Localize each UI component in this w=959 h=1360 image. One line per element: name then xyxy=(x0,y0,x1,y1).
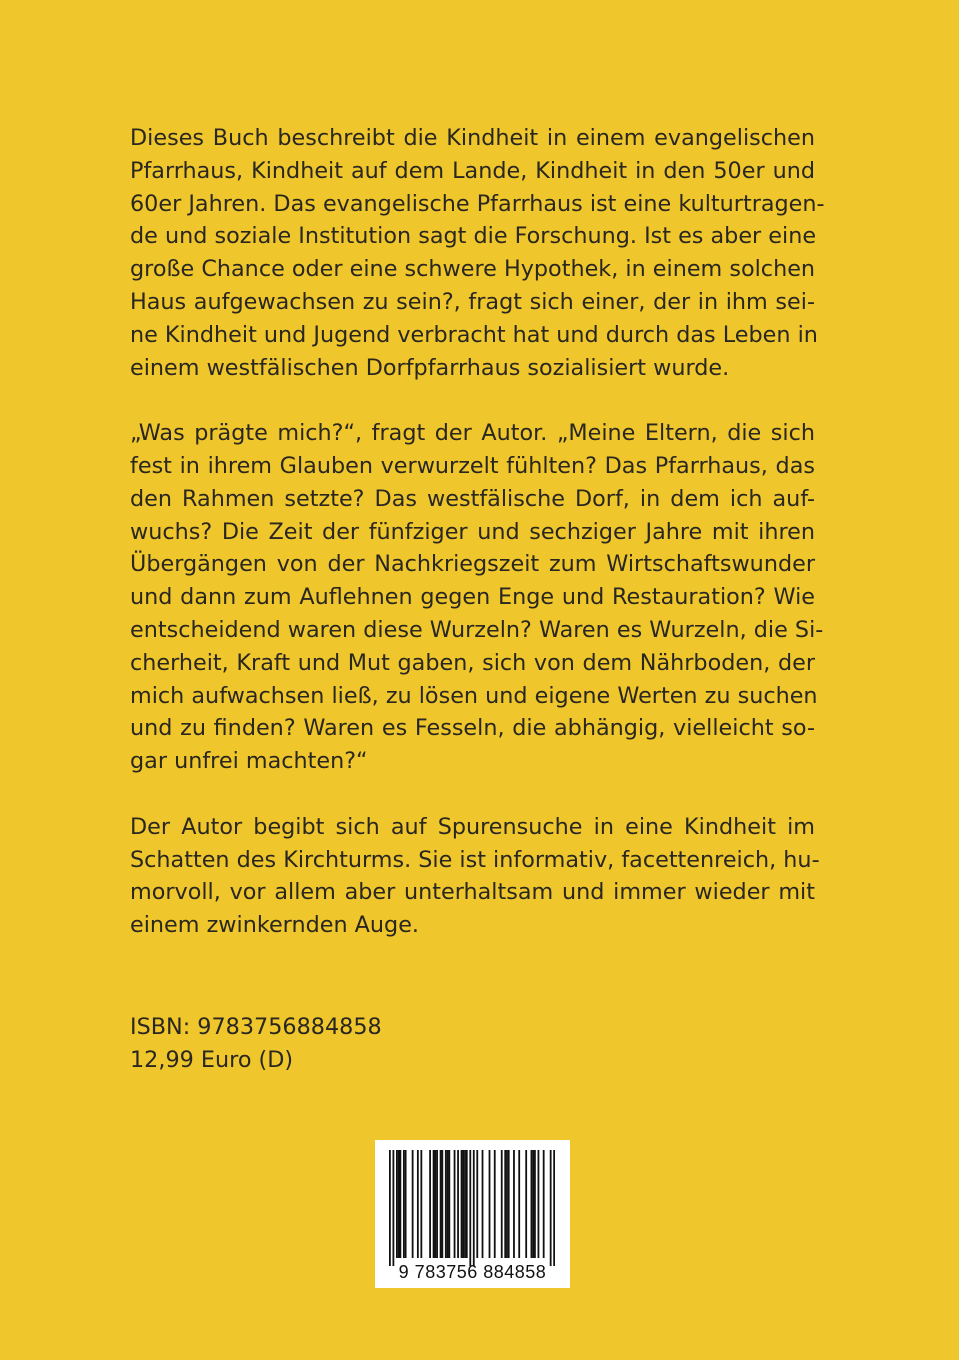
barcode-bar xyxy=(494,1150,496,1258)
barcode-bar xyxy=(441,1150,443,1258)
barcode-bar xyxy=(461,1150,463,1258)
barcode-bar xyxy=(420,1150,422,1258)
barcode-bar xyxy=(392,1150,394,1266)
barcode-bar xyxy=(550,1150,552,1266)
text-line: wuchs? Die Zeit der fünfziger und sechziger Jahre mit ihren xyxy=(130,518,815,545)
barcode-digits: 9 783756 884858 xyxy=(398,1262,547,1282)
barcode-bar xyxy=(434,1150,436,1258)
barcode-bar xyxy=(489,1150,491,1258)
barcode-bar xyxy=(412,1150,414,1258)
isbn-text: ISBN: 9783756884858 xyxy=(130,1014,382,1040)
text-line: Dieses Buch beschreibt die Kindheit in einem evangelischen xyxy=(130,125,815,151)
barcode-bar xyxy=(436,1150,438,1258)
barcode-bar xyxy=(399,1150,401,1258)
barcode-bar xyxy=(403,1150,405,1258)
barcode-bar xyxy=(504,1150,506,1258)
blurb-paragraph-2 xyxy=(130,417,824,778)
barcode-bar xyxy=(506,1150,508,1258)
barcode-bar xyxy=(538,1150,540,1258)
text-line: Haus aufgewachsen zu sein?, fragt sich einer, der in ihm sei- xyxy=(130,288,815,315)
barcode-bar xyxy=(476,1150,478,1258)
barcode xyxy=(375,1140,570,1288)
barcode-bar xyxy=(508,1150,510,1258)
text-line: und dann zum Auflehnen gegen Enge und Restauration? Wie xyxy=(130,584,815,611)
barcode-bar xyxy=(448,1150,450,1258)
text-line: entscheidend waren diese Wurzeln? Waren es Wurzeln, die Si- xyxy=(130,616,824,643)
barcode-bar xyxy=(534,1150,536,1258)
text-line: mich aufwachsen ließ, zu lösen und eigene Werten zu suchen xyxy=(130,682,818,709)
barcode-bar xyxy=(405,1150,407,1258)
barcode-bar xyxy=(473,1150,475,1266)
text-line: morvoll, vor allem aber unterhaltsam und immer wieder mit xyxy=(130,879,815,906)
barcode-bar xyxy=(389,1150,391,1266)
text-line: fest in ihrem Glauben verwurzelt fühlten? Das Pfarrhaus, das xyxy=(130,452,815,479)
text-line: gar unfrei machten?“ xyxy=(130,748,368,775)
barcode-bar xyxy=(447,1150,449,1258)
barcode-bar xyxy=(513,1150,515,1258)
barcode-bar xyxy=(466,1150,468,1258)
barcode-bar xyxy=(482,1150,484,1258)
barcode-bar xyxy=(518,1150,520,1258)
barcode-bar xyxy=(457,1150,459,1258)
text-line: Übergängen von der Nachkriegszeit zum Wirtschaftswunder xyxy=(130,551,815,578)
text-line: und zu finden? Waren es Fesseln, die abhängig, vielleicht so- xyxy=(130,715,815,742)
barcode-bars xyxy=(389,1150,555,1266)
text-line: einem westfälischen Dorfpfarrhaus sozialisiert wurde. xyxy=(130,354,730,381)
text-line: Der Autor begibt sich auf Spurensuche in eine Kindheit im xyxy=(130,813,815,840)
barcode-bar xyxy=(417,1150,419,1258)
text-line: 60er Jahren. Das evangelische Pfarrhaus ist eine kulturtragen- xyxy=(130,190,825,217)
barcode-bar xyxy=(531,1150,533,1258)
text-line: „Was prägte mich?“, fragt der Autor. „Meine Eltern, die sich xyxy=(130,420,815,447)
barcode-bar xyxy=(464,1150,466,1258)
barcode-bar xyxy=(433,1150,435,1258)
barcode-bar xyxy=(469,1150,471,1266)
barcode-bar xyxy=(553,1150,555,1266)
barcode-bar xyxy=(429,1150,431,1258)
barcode-bar xyxy=(543,1150,545,1258)
barcode-bar xyxy=(454,1150,456,1258)
blurb-paragraph-3 xyxy=(130,811,820,942)
barcode-bar xyxy=(501,1150,503,1258)
barcode-bar xyxy=(396,1150,398,1258)
price-text: 12,99 Euro (D) xyxy=(130,1046,294,1073)
barcode-bar xyxy=(445,1150,447,1258)
barcode-bar xyxy=(525,1150,527,1258)
barcode-bar xyxy=(398,1150,400,1258)
text-line: cherheit, Kraft und Mut gaben, sich von dem Nährboden, der xyxy=(130,649,815,676)
barcode-bar xyxy=(440,1150,442,1258)
text-line: den Rahmen setzte? Das westfälische Dorf, in dem ich auf- xyxy=(130,485,815,512)
blurb-paragraph-1 xyxy=(130,122,825,384)
barcode-bar xyxy=(462,1150,464,1258)
text-line: Schatten des Kirchturms. Sie ist informativ, facettenreich, hu- xyxy=(130,846,820,873)
blurb-text xyxy=(130,122,825,975)
text-line: de und soziale Institution sagt die Forschung. Ist es aber eine xyxy=(130,223,817,250)
text-line: ne Kindheit und Jugend verbracht hat und durch das Leben in xyxy=(130,321,818,348)
barcode-bar xyxy=(532,1150,534,1258)
text-line: einem zwinkernden Auge. xyxy=(130,912,420,939)
text-line: Pfarrhaus, Kindheit auf dem Lande, Kindheit in den 50er und xyxy=(130,157,815,184)
book-meta xyxy=(130,1011,382,1077)
text-line: große Chance oder eine schwere Hypothek, in einem solchen xyxy=(130,256,816,283)
